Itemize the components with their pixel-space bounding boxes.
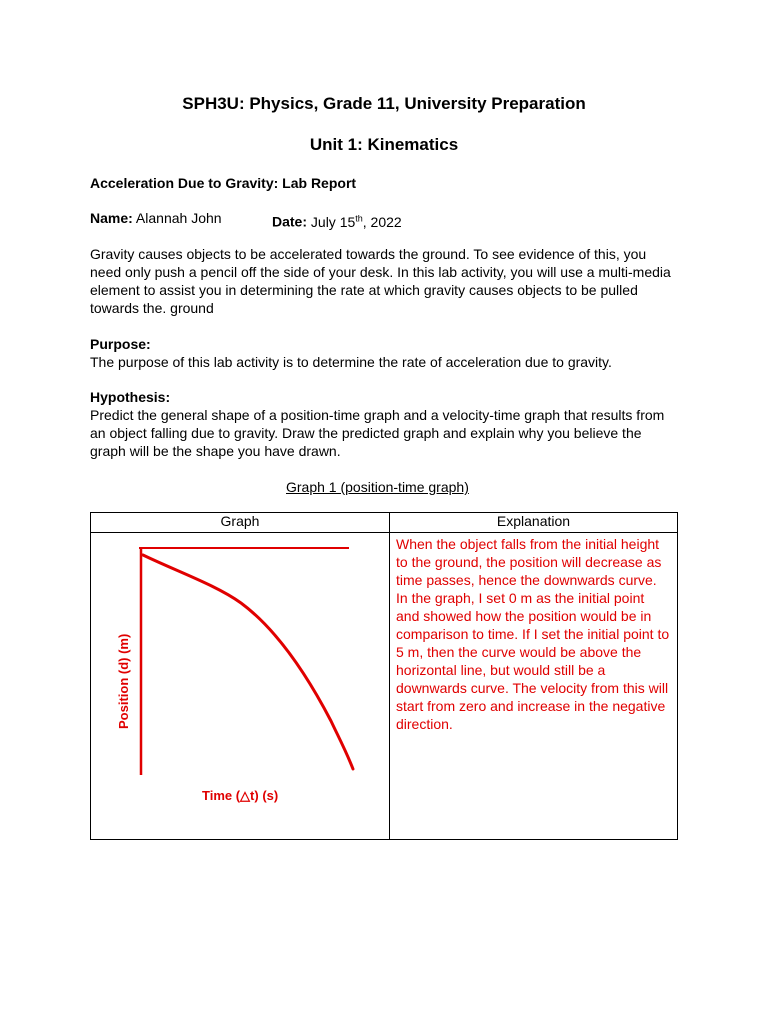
date-value: July 15th, 2022 [310, 213, 402, 230]
date-line [272, 209, 402, 231]
hypothesis-table [90, 512, 678, 840]
unit-title: Unit 1: Kinematics [309, 135, 459, 154]
y-axis-label: Position (d) (m) [116, 633, 131, 729]
date-label: Date: [272, 213, 308, 230]
name-label: Name: [90, 210, 133, 226]
graph-caption: Graph 1 (position-time graph) [286, 479, 469, 495]
name-line [90, 209, 222, 227]
hypothesis-heading: Hypothesis: [90, 389, 171, 405]
x-axis-label: Time (△t) (s) [202, 788, 279, 803]
intro-paragraph: Gravity causes objects to be accelerated towards the ground. To see evidence of this, you need only push a pencil off the side of your desk. In this lab activity, you will use a multi-media element to assist you in determining the rate at which gravity causes objects to be pulled towards the. ground [90, 246, 671, 316]
downward-curve [143, 555, 353, 769]
graph-cell [91, 533, 390, 840]
purpose-heading: Purpose: [90, 336, 151, 352]
column-header-graph: Graph [91, 513, 390, 533]
hypothesis-text: Predict the general shape of a position-time graph and a velocity-time graph that results from an object falling due to gravity. Draw the predicted graph and explain why you believe the graph will be the shape you have drawn. [90, 407, 665, 459]
name-value: Alannah John [135, 210, 222, 226]
course-title: SPH3U: Physics, Grade 11, University Preparation [182, 94, 586, 113]
explanation-cell: When the object falls from the initial height to the ground, the position will decrease as time passes, hence the downwards curve. In the graph, I set 0 m as the initial point and showed how the position would be in comparison to time. If I set the initial point to 5 m, then the curve would be above the horizontal line, but would still be a downwards curve. The velocity from this will start from zero and increase in the negative direction. [390, 533, 678, 840]
purpose-text: The purpose of this lab activity is to determine the rate of acceleration due to gravity. [90, 354, 612, 370]
lab-title: Acceleration Due to Gravity: Lab Report [90, 175, 357, 191]
position-time-sketch [91, 533, 389, 839]
column-header-explanation: Explanation [390, 513, 678, 533]
